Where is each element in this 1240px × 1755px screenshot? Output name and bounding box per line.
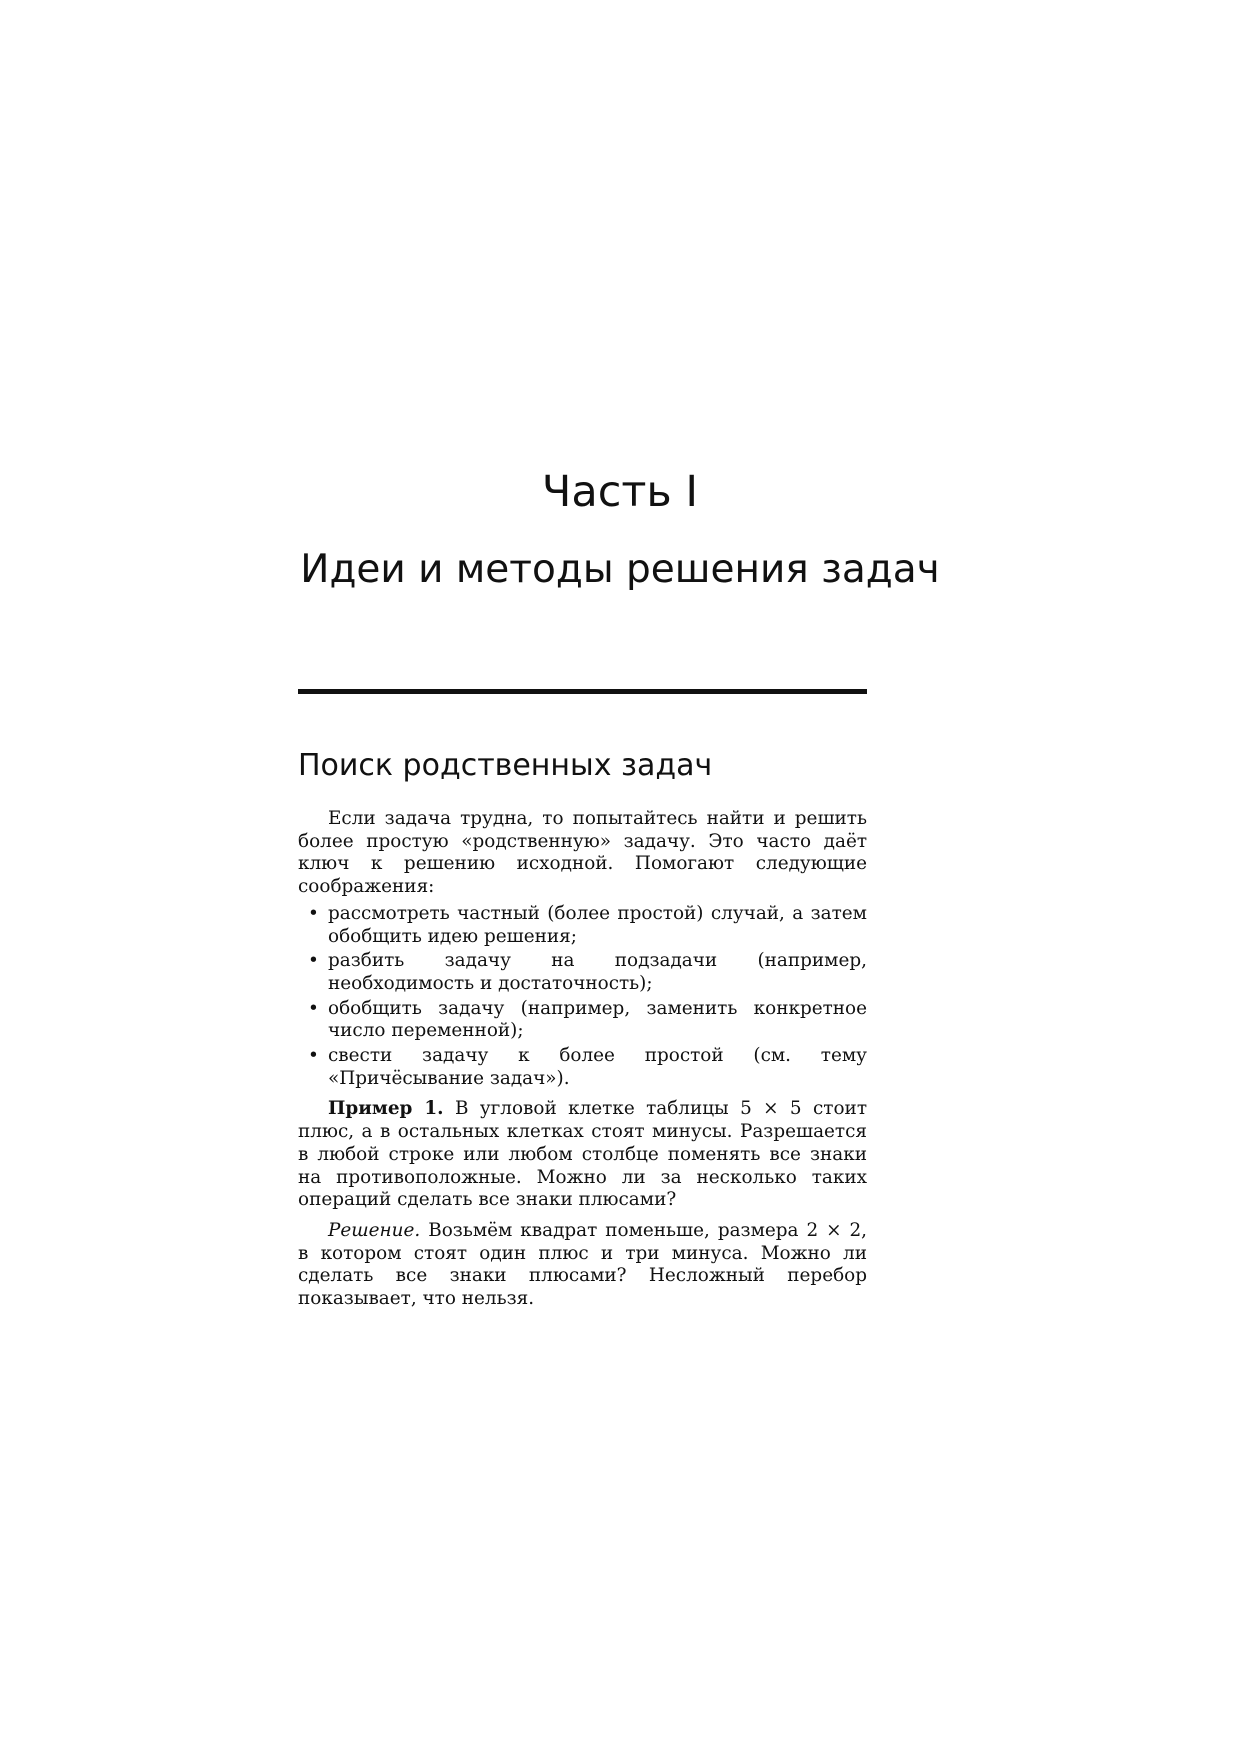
section-title: Поиск родственных задач	[298, 748, 713, 783]
intro-paragraph: Если задача трудна, то попытайтесь найти и решить более простую «родственную» задачу. Это часто даёт ключ к решению исходной. Помогают следующие соображения:	[298, 808, 867, 898]
solution-label: Решение.	[328, 1219, 421, 1241]
list-item	[308, 950, 867, 995]
bullet-icon: •	[308, 997, 319, 1019]
list-item-text: обобщить задачу (например, заменить конкретное число переменной);	[328, 997, 867, 1042]
horizontal-rule	[298, 689, 867, 694]
example-paragraph	[298, 1098, 867, 1212]
bullet-icon: •	[308, 1045, 319, 1067]
bullet-icon: •	[308, 950, 319, 972]
hint-list	[298, 903, 867, 1091]
part-title: Часть I	[541, 467, 699, 517]
solution-text: Возьмём квадрат поменьше, размера 2 × 2, в котором стоят один плюс и три минуса. Можно ли сделать все знаки плюсами? Несложный перебор показывает, что нельзя.	[298, 1219, 867, 1310]
list-item	[308, 1045, 867, 1090]
list-item	[308, 997, 867, 1043]
list-item-text: рассмотреть частный (более простой) случай, а затем обобщить идею решения;	[328, 902, 867, 947]
part-subtitle: Идеи и методы решения задач	[300, 547, 940, 592]
example-label: Пример 1.	[328, 1098, 444, 1120]
bullet-icon: •	[308, 902, 319, 924]
list-item-text: свести задачу к более простой (см. тему «Причёсывание задач»).	[328, 1045, 867, 1089]
example-text: В угловой клетке таблицы 5 × 5 стоит плюс, а в остальных клетках стоят минусы. Разрешается в любой строке или любом столбце поменять все знаки на противоположные. Можно ли за несколько таких операций сделать все знаки плюсами?	[298, 1098, 867, 1211]
list-item	[308, 902, 867, 948]
list-item-text: разбить задачу на подзадачи (например, необходимость и достаточность);	[328, 950, 867, 994]
solution-paragraph	[298, 1220, 867, 1311]
section-body	[298, 808, 867, 1311]
